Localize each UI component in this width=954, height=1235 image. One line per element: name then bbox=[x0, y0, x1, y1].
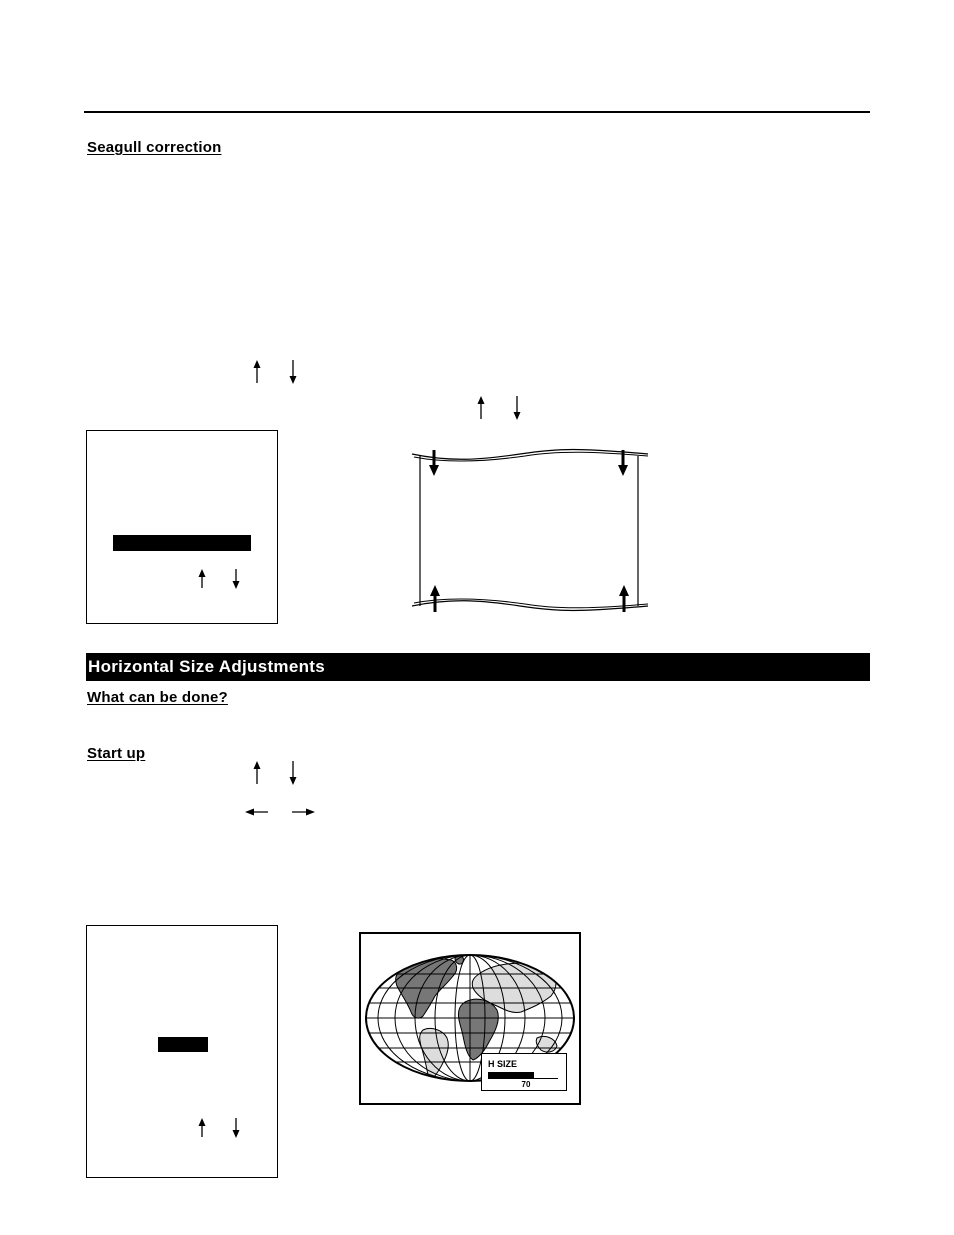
top-rule bbox=[84, 111, 870, 113]
arrow-down-icon bbox=[286, 761, 300, 785]
menu-highlight-bar bbox=[158, 1037, 208, 1052]
section-title-band: Horizontal Size Adjustments bbox=[86, 653, 870, 681]
seagull-menu-box bbox=[86, 430, 278, 624]
arrow-up-icon bbox=[474, 396, 488, 420]
arrow-down-icon bbox=[229, 1118, 243, 1138]
arrow-down-icon bbox=[229, 569, 243, 589]
arrow-down-icon bbox=[429, 450, 439, 476]
arrow-up-icon bbox=[195, 569, 209, 589]
hsize-menu-box bbox=[86, 925, 278, 1178]
seagull-distortion-diagram bbox=[410, 444, 652, 616]
heading-start-up: Start up bbox=[87, 745, 146, 762]
arrow-right-icon bbox=[291, 805, 315, 819]
arrow-up-icon bbox=[430, 585, 440, 612]
hsize-value: 70 bbox=[521, 1080, 531, 1089]
hsize-inset-box bbox=[481, 1053, 567, 1091]
hsize-label: H SIZE bbox=[488, 1059, 518, 1069]
menu-highlight-bar bbox=[113, 535, 251, 551]
arrow-up-icon bbox=[195, 1118, 209, 1138]
arrow-left-icon bbox=[245, 805, 269, 819]
arrow-down-icon bbox=[510, 396, 524, 420]
hsize-level-bar bbox=[488, 1072, 558, 1079]
heading-what-can-be-done: What can be done? bbox=[87, 689, 228, 706]
arrow-up-icon bbox=[250, 360, 264, 384]
arrow-down-icon bbox=[286, 360, 300, 384]
heading-seagull-correction: Seagull correction bbox=[87, 139, 222, 156]
arrow-up-icon bbox=[250, 761, 264, 785]
hsize-level-fill bbox=[488, 1072, 534, 1079]
